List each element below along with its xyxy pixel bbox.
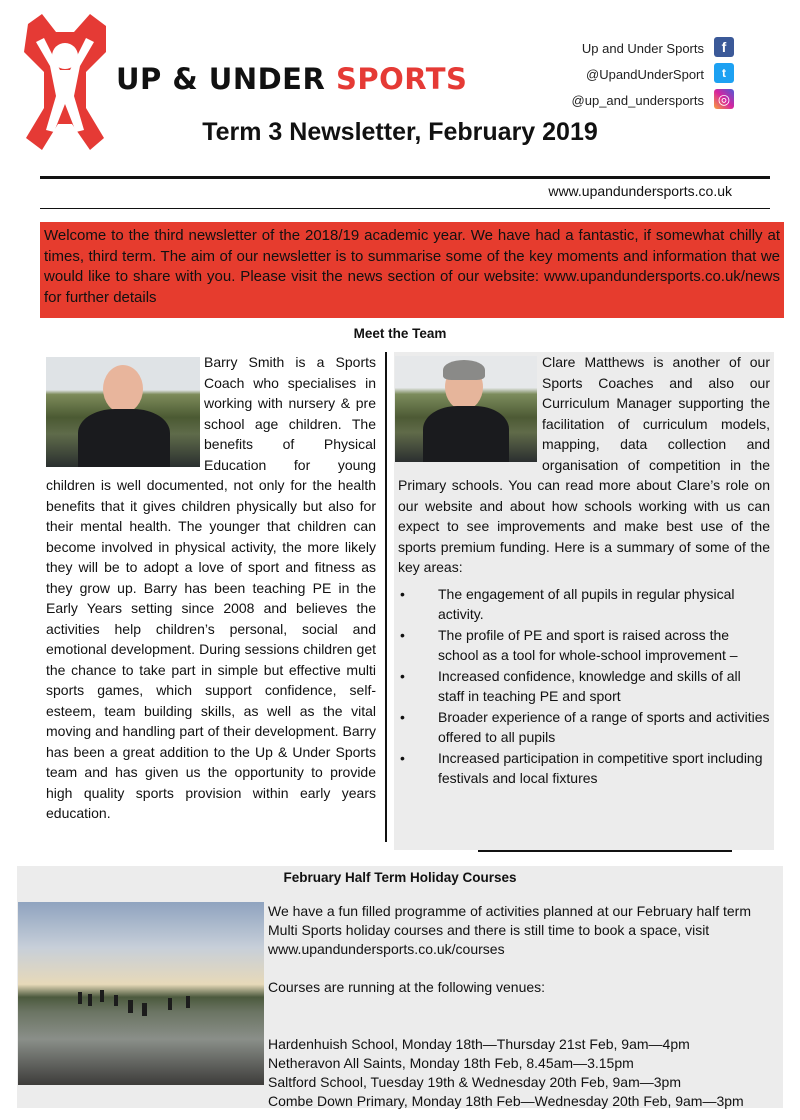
clare-bio: Clare Matthews is another of our Sports Coaches and also our Curriculum Manager supporting the facilitation of curriculum models, mapping, data collection and organisation of competition in the Primary schools. You can read more about Clare’s role on our website and about how schools working with us can expect to see improvements and make best use of the sports premium funding. Here is a summary of some of the key areas: • The engagement of all pupils in regular physical activity. • The profile of PE and sport is raised across the school as a tool for whole-school improvement – • Increased confidence, knowledge and skills of all staff in teaching PE and sport • Broader experience of a range of sports and activities offered to all pupils • Increased participation in competitive sport including festivals and local fixtures (398, 352, 770, 789)
venue-item: Saltford School, Tuesday 19th & Wednesday 20th Feb, 9am—3pm (268, 1074, 681, 1090)
brand-wordmark: UP & UNDER SPORTS (116, 62, 468, 96)
venue-item: Netheravon All Saints, Monday 18th Feb, 8.45am—3.15pm (268, 1055, 634, 1071)
venues-list (268, 1035, 780, 1111)
courses-intro: We have a fun filled programme of activities planned at our February half term Multi Sports holiday courses and there is still time to book a space, visit www.upandundersports.co.uk/courses (268, 903, 751, 957)
photo-spacer (46, 352, 204, 468)
players-silhouettes (18, 902, 264, 1085)
venues-intro: Courses are running at the following venues: (268, 979, 546, 995)
holiday-course-photo (18, 902, 264, 1085)
divider (40, 176, 770, 179)
list-item: • Increased confidence, knowledge and skills of all staff in teaching PE and sport (398, 666, 770, 707)
barry-bio: Barry Smith is a Sports Coach who specialises in working with nursery & pre school age children. The benefits of Physical Education for young children is well documented, not only for the health benefits that it gives children physically but also for their mental health. The younger that children can become involved in physical activity, the more likely they will be to adopt a love of sport and fitness as they grow up. Barry has been teaching PE in the Early Years setting since 2008 and believes the activities help children’s personal, social and emotional development. During sessions children get the chance to take part in simple but effective multi sports games, which support confidence, self-esteem, team building skills, as well as the vital moving and handling part of their development. Barry has been a great addition to the Up & Under Sports team and has given us the opportunity to provide high quality sports provision within early years education. (46, 354, 376, 821)
photo-spacer (398, 352, 542, 458)
key-areas-list (398, 584, 770, 789)
website-link[interactable]: www.upandundersports.co.uk (548, 183, 732, 199)
social-links (572, 36, 734, 114)
newsletter-title: Term 3 Newsletter, February 2019 (202, 118, 598, 146)
facebook-link[interactable]: Up and Under Sports (581, 41, 704, 56)
divider (478, 850, 732, 852)
twitter-icon[interactable]: t (714, 63, 734, 83)
holiday-courses-heading: February Half Term Holiday Courses (283, 870, 517, 885)
twitter-link[interactable]: @UpandUnderSport (586, 67, 704, 82)
facebook-icon[interactable]: f (714, 37, 734, 57)
venue-item: Hardenhuish School, Monday 18th—Thursday 21st Feb, 9am—4pm (268, 1036, 690, 1052)
list-item: • Increased participation in competitive sport including festivals and local fixtures (398, 748, 770, 789)
meet-team-heading: Meet the Team (353, 326, 447, 341)
welcome-banner: Welcome to the third newsletter of the 2018/19 academic year. We have had a fantastic, if somewhat chilly at times, third term. The aim of our newsletter is to summarise some of the key moments and information that we would like to share with you. Please visit the news section of our website: www.upandundersports.co.uk/news for further details (40, 222, 784, 318)
holiday-courses-text (268, 902, 780, 1111)
list-item: • Broader experience of a range of sports and activities offered to all pupils (398, 707, 770, 748)
list-item: • The engagement of all pupils in regular physical activity. (398, 584, 770, 625)
instagram-icon[interactable]: ◎ (714, 89, 734, 109)
list-item: • The profile of PE and sport is raised across the school as a tool for whole-school improvement – (398, 625, 770, 666)
divider (40, 208, 770, 209)
venue-item: Combe Down Primary, Monday 18th Feb—Wednesday 20th Feb, 9am—3pm (268, 1093, 744, 1109)
column-divider (385, 352, 387, 842)
instagram-link[interactable]: @up_and_undersports (571, 93, 704, 108)
